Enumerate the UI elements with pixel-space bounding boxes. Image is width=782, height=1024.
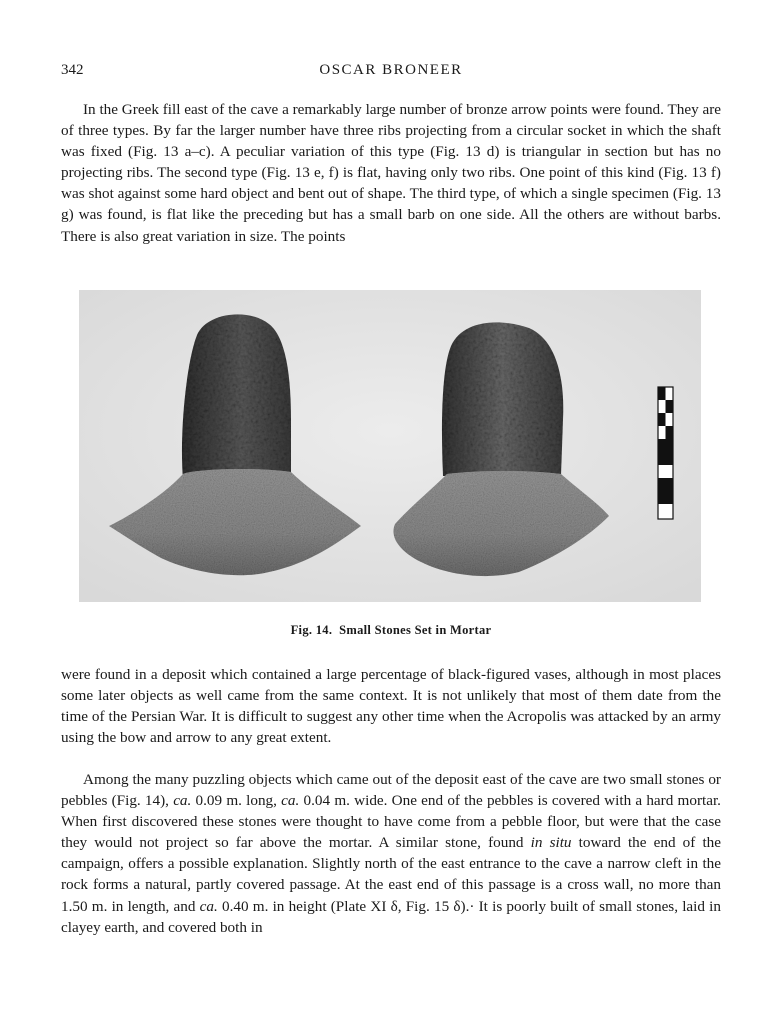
pebbles-text-2: 0.09 m. long, bbox=[191, 792, 282, 810]
pebbles-text-1: Among the many puzzling objects which came out of the deposit east of the cave are two small stones or pebbles (Fig. 14), bbox=[61, 771, 721, 810]
pebbles-in-situ: in situ bbox=[530, 834, 572, 852]
figure-label: Fig. 14. bbox=[290, 623, 333, 637]
running-head: OSCAR BRONEER bbox=[319, 62, 463, 78]
pebbles-ca-3: ca. bbox=[199, 897, 218, 915]
figure-title: Small Stones Set in Mortar bbox=[339, 623, 492, 637]
pebbles-ca-2: ca. bbox=[281, 792, 300, 810]
photo-small-stones-in-mortar bbox=[79, 290, 701, 602]
paragraph-deposit: were found in a deposit which contained a large percentage of black-figured vases, although in most places some later objects as well came from the same context. It is not unlikely that most of them date from the time of the Persian War. It is difficult to suggest any other time when the Acropolis was attacked by an army using the bow and arrow to any great extent. bbox=[61, 666, 721, 747]
pebbles-text-3: 0.04 m. wide. One end of the pebbles is covered with a hard mortar. When first discovered these stones were thought to have come from a pebble floor, but were that the case they would not project so far above the mortar. A similar stone, found bbox=[61, 792, 721, 852]
pebbles-text-4: toward the end of the campaign, offers a possible explanation. Slightly north of the east entrance to the cave a narrow cleft in the rock forms a natural, partly covered passage. At the east end of this passage is a cross wall, no more than 1.50 m. in length, and bbox=[61, 834, 721, 915]
pebbles-text-5: 0.40 m. in height (Plate XI δ, Fig. 15 δ).· It is poorly built of small stones, laid in clayey earth, and covered both in bbox=[61, 897, 721, 936]
figure-caption bbox=[0, 623, 782, 638]
figure-photo bbox=[79, 290, 701, 602]
paragraph-arrow-points: In the Greek fill east of the cave a remarkably large number of bronze arrow points were found. They are of three types. By far the larger number have three ribs projecting from a circular socket in which the shaft was fixed (Fig. 13 a–c). A peculiar variation of this type (Fig. 13 d) is triangular in section but has no projecting ribs. The second type (Fig. 13 e, f) is flat, having only two ribs. One point of this kind (Fig. 13 f) was shot against some hard object and bent out of shape. The third type, of which a single specimen (Fig. 13 g) was found, is flat like the preceding but has a small barb on one side. All the others are without barbs. There is also great variation in size. The points bbox=[61, 101, 721, 245]
pebbles-ca-1: ca. bbox=[173, 792, 192, 810]
paragraph-pebbles bbox=[61, 769, 721, 938]
page-header bbox=[61, 62, 721, 84]
right-pebble bbox=[442, 322, 563, 476]
scale-bar bbox=[658, 387, 673, 519]
page-number: 342 bbox=[61, 62, 84, 78]
left-pebble bbox=[182, 314, 291, 480]
